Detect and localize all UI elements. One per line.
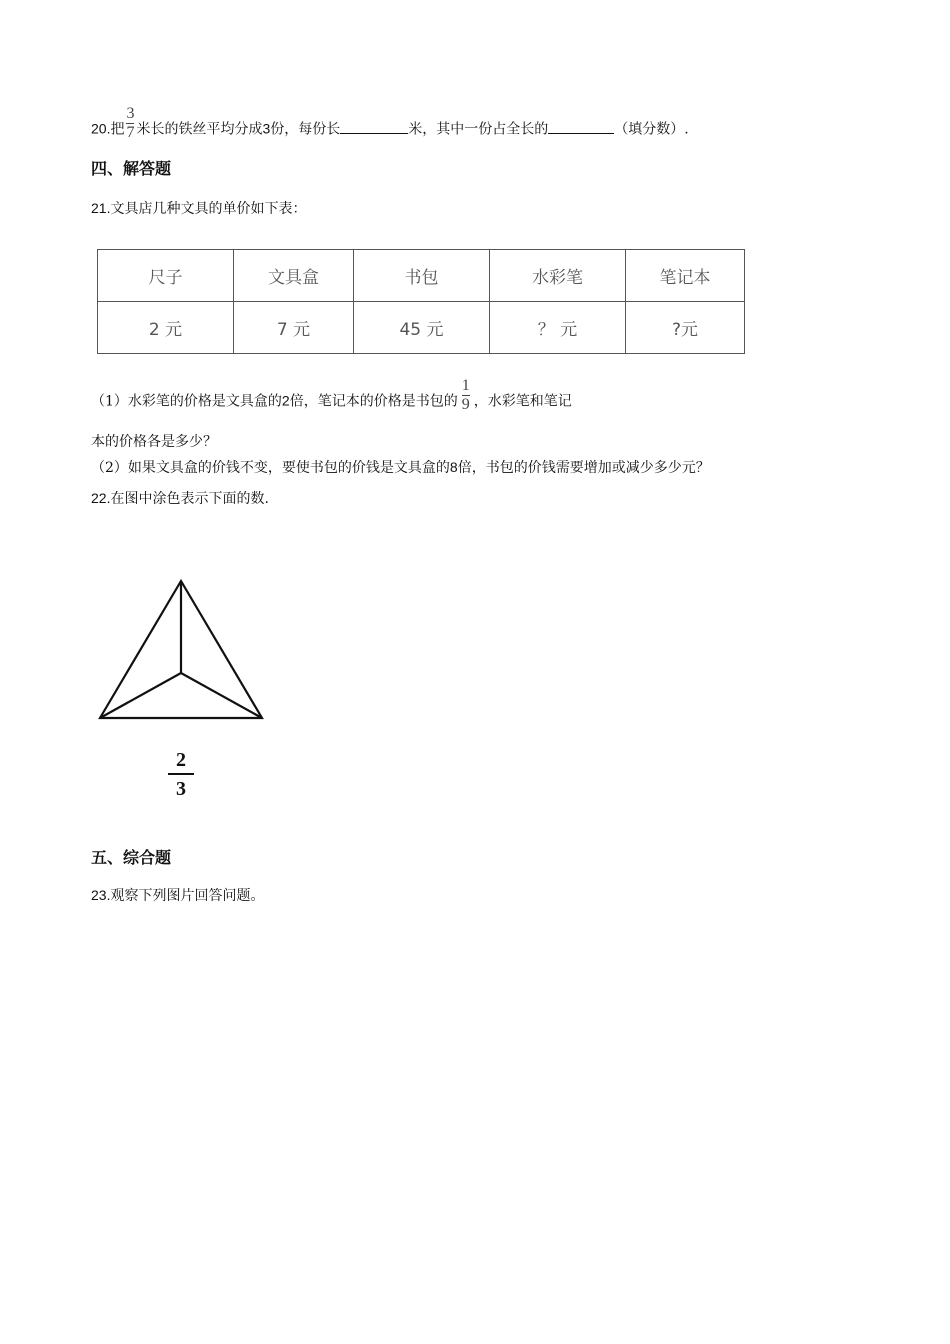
text: 把 <box>110 121 125 138</box>
number: 8 <box>449 459 458 475</box>
denominator: 3 <box>176 778 186 800</box>
text: 米长的铁丝平均分成 <box>136 121 263 138</box>
text: 倍，书包的价钱需要增加或减少多少元？ <box>457 460 710 476</box>
text: （1）水彩笔的价格是文具盒的 <box>91 393 282 410</box>
table-cell: 7 元 <box>234 302 354 354</box>
triangle-figure[interactable] <box>95 575 270 725</box>
table-header-row <box>98 250 745 302</box>
question-number: 23. <box>91 887 111 903</box>
denominator: 7 <box>126 124 135 141</box>
fraction-2-3 <box>168 750 194 799</box>
question-22 <box>91 488 269 508</box>
answer-blank-1[interactable] <box>340 119 408 134</box>
numerator: 2 <box>176 749 186 771</box>
fraction-1-9 <box>462 378 470 413</box>
answer-blank-2[interactable] <box>548 119 614 134</box>
fraction-3-7 <box>126 106 134 141</box>
question-21-part-1 <box>91 377 572 419</box>
text: 文具店几种文具的单价如下表： <box>110 201 307 217</box>
table-header-cell: 笔记本 <box>626 250 745 302</box>
text: 观察下列图片回答问题。 <box>110 888 265 904</box>
text: （填分数）. <box>614 121 689 138</box>
section-heading-4: 四、解答题 <box>91 159 172 178</box>
text: 份，每份长 <box>270 121 341 138</box>
question-23 <box>91 885 264 905</box>
question-21-part-1-continued: 本的价格各是多少？ <box>91 434 217 450</box>
section-heading-5: 五、综合题 <box>91 848 172 867</box>
table-row <box>98 302 745 354</box>
question-number: 20. <box>91 120 111 137</box>
question-21 <box>91 198 306 218</box>
table-cell: 45 元 <box>354 302 490 354</box>
table-header-cell: 文具盒 <box>234 250 354 302</box>
question-number: 21. <box>91 200 111 216</box>
table-cell: 2 元 <box>98 302 234 354</box>
question-number: 22. <box>91 490 111 506</box>
question-21-part-2 <box>91 457 710 477</box>
text: 倍，笔记本的价格是书包的 <box>289 393 458 410</box>
table-header-cell: 书包 <box>354 250 490 302</box>
text: ，水彩笔和笔记 <box>473 393 572 410</box>
numerator: 1 <box>461 377 470 394</box>
question-20 <box>91 105 689 147</box>
numerator: 3 <box>126 105 135 122</box>
table-cell: ?元 <box>626 302 745 354</box>
text: （2）如果文具盒的价钱不变，要使书包的价钱是文具盒的 <box>91 460 450 476</box>
price-table <box>97 249 745 354</box>
table-cell: ？ 元 <box>490 302 626 354</box>
text: 米，其中一份占全长的 <box>408 121 549 138</box>
table-header-cell: 水彩笔 <box>490 250 626 302</box>
number: 3 <box>262 120 271 137</box>
table-header-cell: 尺子 <box>98 250 234 302</box>
denominator: 9 <box>461 396 470 413</box>
text: 在图中涂色表示下面的数. <box>110 491 269 507</box>
number: 2 <box>281 392 290 409</box>
